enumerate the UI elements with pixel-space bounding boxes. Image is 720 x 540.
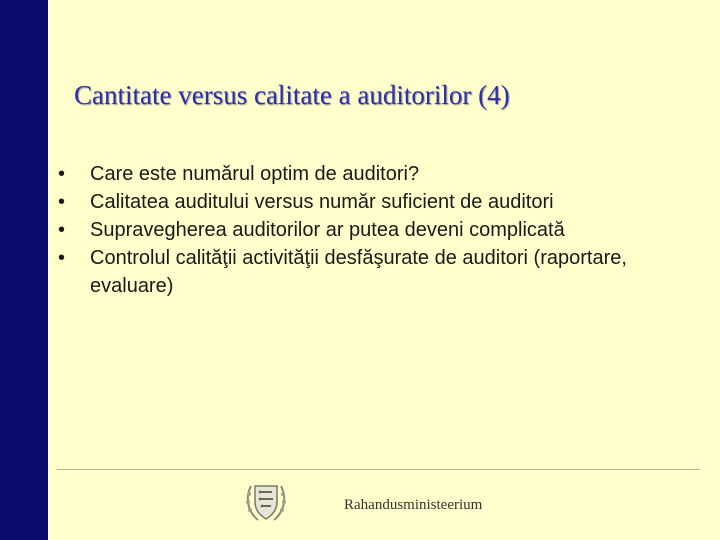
bullet-text: Supravegherea auditorilor ar putea deveni complicată <box>90 219 565 241</box>
bullet-list <box>58 160 698 300</box>
bullet-marker: • <box>58 163 66 185</box>
coat-of-arms-icon <box>244 480 288 524</box>
footer-divider <box>57 469 700 470</box>
bullet-text: Calitatea auditului versus număr suficient de auditori <box>90 191 554 213</box>
bullet-item <box>58 160 698 188</box>
bullet-item <box>58 188 698 216</box>
bullet-text: Controlul calităţii activităţii desfăşurate de auditori (raportare, evaluare) <box>90 247 627 297</box>
bullet-marker: • <box>58 247 66 269</box>
bullet-item <box>58 216 698 244</box>
slide-title: Cantitate versus calitate a auditorilor (4) <box>74 80 510 110</box>
bullet-marker: • <box>58 219 66 241</box>
bullet-text: Care este numărul optim de auditori? <box>90 163 420 185</box>
footer-organization: Rahandusministeerium <box>344 497 483 513</box>
bullet-marker: • <box>58 191 66 213</box>
left-accent-bar <box>0 0 48 540</box>
bullet-item <box>58 244 698 300</box>
